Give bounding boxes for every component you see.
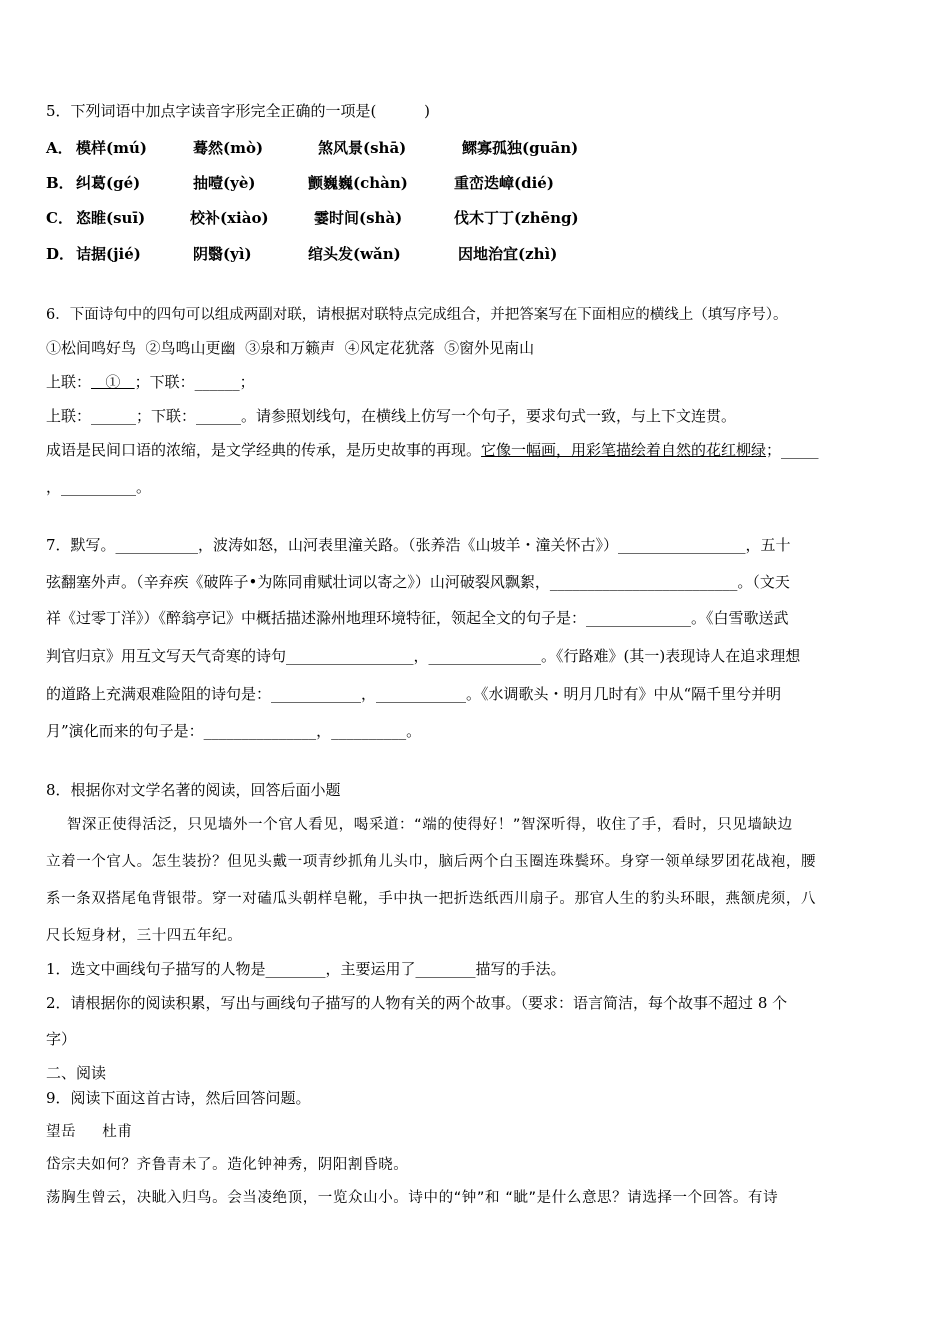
q6-choices: ①松间鸣好鸟 ②鸟鸣山更幽 ③泉和万籁声 ④风定花犹落 ⑤窗外见南山 <box>46 339 535 357</box>
q5-option-b-item-1: 纠葛(gé) <box>76 174 141 192</box>
q6-answer-line-2: 上联：______；下联：______。请参照划线句，在横线上仿写一个句子，要求句式一致，与上下文连贯。 <box>46 407 737 425</box>
q8-passage-line-1: 智深正使得活泛，只见墙外一个官人看见，喝采道：“端的使得好！”智深听得，收住了手，看时，只见墙缺边 <box>46 817 793 833</box>
q6-line1-blank[interactable]: ______ <box>194 373 240 391</box>
q5-option-b-label: B． <box>46 174 74 192</box>
q6-underlined-sentence: 它像一幅画，用彩笔描绘着自然的花红柳绿 <box>481 441 767 459</box>
q5-option-a-item-3: 煞风景(shā) <box>318 139 407 157</box>
poem-line-2: 荡胸生曾云，决眦入归鸟。会当凌绝顶，一览众山小。诗中的“钟”和 “眦”是什么意思？请选择一个回答。有诗 <box>46 1190 779 1206</box>
q5-option-d-item-1: 诘据(jié) <box>76 245 141 263</box>
q7-line-3: 祥《过零丁洋》）《醉翁亭记》中概括描述滁州地理环境特征，领起全文的句子是：______________。《白雪歌送武 <box>46 609 789 627</box>
q5-option-c-item-3: 霎时间(shà) <box>314 209 403 227</box>
q6-line1-answer[interactable]: ① <box>91 373 135 391</box>
q7-line-6: 月”演化而来的句子是：_______________，__________。 <box>46 722 422 740</box>
q6-line1-mid: ；下联： <box>134 373 195 391</box>
q5-option-a-item-1: 模样(mú) <box>76 139 147 157</box>
q6-line1-end: ； <box>239 373 255 391</box>
q5-option-a-item-2: 蓦然(mò) <box>193 139 264 157</box>
q5-option-b-item-2: 抽噎(yè) <box>193 174 256 192</box>
q5-option-d-item-4: 因地治宜(zhì) <box>458 245 558 263</box>
q9-stem: 9．阅读下面这首古诗，然后回答问题。 <box>46 1089 311 1107</box>
q6-stem: 6．下面诗句中的四句可以组成两副对联，请根据对联特点完成组合，并把答案写在下面相应的横线上（填写序号）。 <box>46 307 788 323</box>
q5-option-d-label: D． <box>46 245 75 263</box>
q7-line-1: 7．默写。___________，波涛如怒，山河表里潼关路。（张养浩《山坡羊・潼关怀古》）_________________，五十 <box>46 536 791 554</box>
q5-option-c-label: C． <box>46 209 73 227</box>
q5-stem: 5．下列词语中加点字读音字形完全正确的一项是( ) <box>46 102 430 120</box>
q5-option-c-item-1: 恣睢(suī) <box>76 209 146 227</box>
q6-paragraph-end[interactable]: ，__________。 <box>46 478 152 496</box>
q8-passage-line-4: 尺长短身材，三十四五年纪。 <box>46 928 243 944</box>
q7-line-2: 弦翻塞外声。（辛弃疾《破阵子•为陈同甫赋壮词以寄之》）山河破裂风飘絮，_________________________。（文天 <box>46 573 790 591</box>
q5-option-d-item-2: 阴翳(yì) <box>193 245 252 263</box>
q5-option-d-item-3: 绾头发(wǎn) <box>308 245 401 263</box>
q5-option-b-item-3: 颤巍巍(chàn) <box>308 174 408 192</box>
q5-option-b-item-4: 重峦迭嶂(dié) <box>454 174 554 192</box>
q6-answer-line-1 <box>46 372 255 392</box>
q8-passage-line-3: 系一条双搭尾龟背银带。穿一对磕瓜头朝样皂靴，手中执一把折迭纸西川扇子。那官人生的豹头环眼，燕颔虎须，八 <box>46 891 817 907</box>
poem-title: 望岳 杜甫 <box>46 1124 133 1140</box>
poem-line-1: 岱宗夫如何？齐鲁青未了。造化钟神秀，阴阳割昏晓。 <box>46 1157 409 1173</box>
q8-passage-line-2: 立着一个官人。怎生装扮？但见头戴一项青纱抓角儿头巾，脑后两个白玉圈连珠鬓环。身穿一领单绿罗团花战袍，腰 <box>46 854 817 870</box>
q5-option-a-item-4: 鳏寡孤独(guān) <box>462 139 579 157</box>
q5-option-c-item-4: 伐木丁丁(zhēng) <box>454 209 579 227</box>
q8-subquestion-1: 1．选文中画线句子描写的人物是________，主要运用了________描写的手法。 <box>46 960 566 978</box>
q5-option-a-label: A． <box>46 139 73 157</box>
q8-stem: 8．根据你对文学名著的阅读，回答后面小题 <box>46 781 341 799</box>
q6-paragraph-text: 成语是民间口语的浓缩，是文学经典的传承，是历史故事的再现。 <box>46 441 482 459</box>
q6-paragraph <box>46 440 819 460</box>
q5-option-c-item-2: 校补(xiào) <box>190 209 269 227</box>
q6-line1-prefix: 上联： <box>46 373 92 391</box>
q8-subquestion-2: 2．请根据你的阅读积累，写出与画线句子描写的人物有关的两个故事。（要求：语言简洁，每个故事不超过 8 个 <box>46 994 788 1012</box>
q6-paragraph-blank[interactable]: ；_____ <box>766 441 819 459</box>
q7-line-5: 的道路上充满艰难险阻的诗句是：____________，____________。《水调歌头・明月几时有》中从“隔千里兮并明 <box>46 685 782 703</box>
q8-subquestion-2-end: 字） <box>46 1030 77 1048</box>
q7-line-4: 判官归京》用互文写天气奇寒的诗句_________________，_______________。《行路难》(其一)表现诗人在追求理想 <box>46 647 801 665</box>
section-heading: 二、阅读 <box>46 1064 107 1082</box>
